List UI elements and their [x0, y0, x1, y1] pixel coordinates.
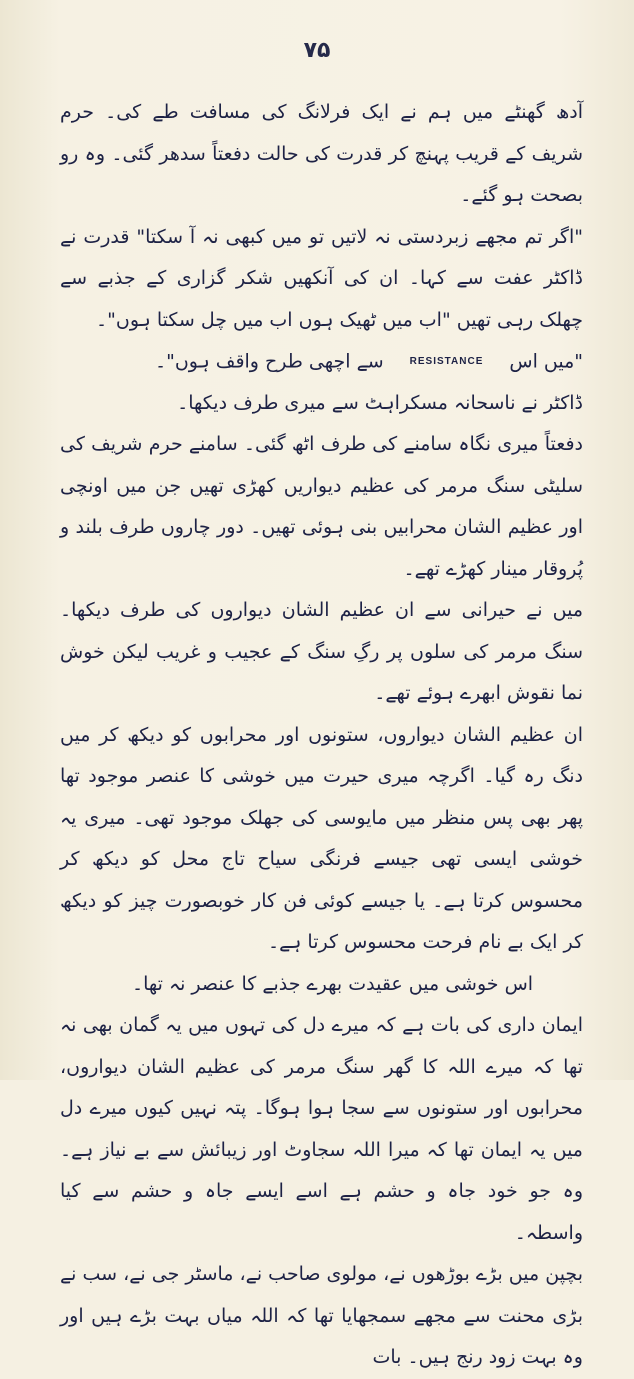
page-body-text — [60, 92, 605, 1379]
paragraph-3-before: "میں اس — [509, 350, 583, 373]
paragraph-3 — [60, 341, 605, 383]
paragraph-3-latin-word: RESISTANCE — [409, 356, 484, 367]
paragraph-5: دفعتاً میری نگاہ سامنے کی طرف اٹھ گئی۔ سامنے حرم شریف کی سلیٹی سنگ مرمر کی عظیم دیواریں کھڑی تھیں جن میں اونچی اور عظیم الشان محرابیں بنی ہوئی تھیں۔ دور چاروں طرف بلند و پُروقار مینار کھڑے تھے۔ — [60, 433, 583, 580]
page-number: ۷۵ — [303, 38, 331, 63]
paragraph-10: بچپن میں بڑے بوڑھوں نے، مولوی صاحب نے، ماسٹر جی نے، سب نے بڑی محنت سے مجھے سمجھایا تھا کہ اللہ میاں بہت بڑے ہیں اور وہ بہت زود رنج ہیں۔ بات — [60, 1263, 583, 1369]
paragraph-1: آدھ گھنٹے میں ہم نے ایک فرلانگ کی مسافت طے کی۔ حرم شریف کے قریب پہنچ کر قدرت کی حالت دفعتاً سدھر گئی۔ وہ رو بصحت ہو گئے۔ — [60, 101, 583, 206]
paragraph-9: ایمان داری کی بات ہے کہ میرے دل کی تہوں میں یہ گمان بھی نہ تھا کہ میرے اللہ کا گھر سنگ مرمر کی عظیم الشان دیواروں، محرابوں اور ستونوں سے سجا ہوا ہوگا۔ پتہ نہیں کیوں میرے دل میں یہ ایمان تھا کہ میرا اللہ سجاوٹ اور زیبائش سے بے نیاز ہے۔ وہ جو خود جاہ و حشم ہے اسے ایسے جاہ و حشم سے کیا واسطہ۔ — [60, 1014, 583, 1244]
paragraph-2: "اگر تم مجھے زبردستی نہ لاتیں تو میں کبھی نہ آ سکتا" قدرت نے ڈاکٹر عفت سے کہا۔ ان کی آنکھیں شکر گزاری کے جذبے سے چھلک رہی تھیں "اب میں ٹھیک ہوں اب میں چل سکتا ہوں"۔ — [60, 225, 583, 331]
paragraph-3-after: سے اچھی طرح واقف ہوں"۔ — [154, 350, 384, 373]
paragraph-4: ڈاکٹر نے ناسحانہ مسکراہٹ سے میری طرف دیکھا۔ — [177, 391, 583, 414]
paragraph-7: ان عظیم الشان دیواروں، ستونوں اور محرابوں کو دیکھ کر میں دنگ رہ گیا۔ اگرچہ میری حیرت میں خوشی کا عنصر موجود تھا پھر بھی پس منظر میں مایوسی کی جھلک موجود تھی۔ میری یہ خوشی ایسی تھی جیسے فرنگی سیاح تاج محل کو دیکھ کر محسوس کرتا ہے۔ یا جیسے کوئی فن کار خوبصورت چیز کو دیکھ کر ایک بے نام فرحت محسوس کرتا ہے۔ — [60, 723, 583, 954]
paragraph-8: اس خوشی میں عقیدت بھرے جذبے کا عنصر نہ تھا۔ — [131, 972, 534, 995]
paragraph-6: میں نے حیرانی سے ان عظیم الشان دیواروں کی طرف دیکھا۔ سنگ مرمر کی سلوں پر رگِ سنگ کے عجیب و غریب لیکن خوش نما نقوش ابھرے ہوئے تھے۔ — [60, 599, 583, 705]
